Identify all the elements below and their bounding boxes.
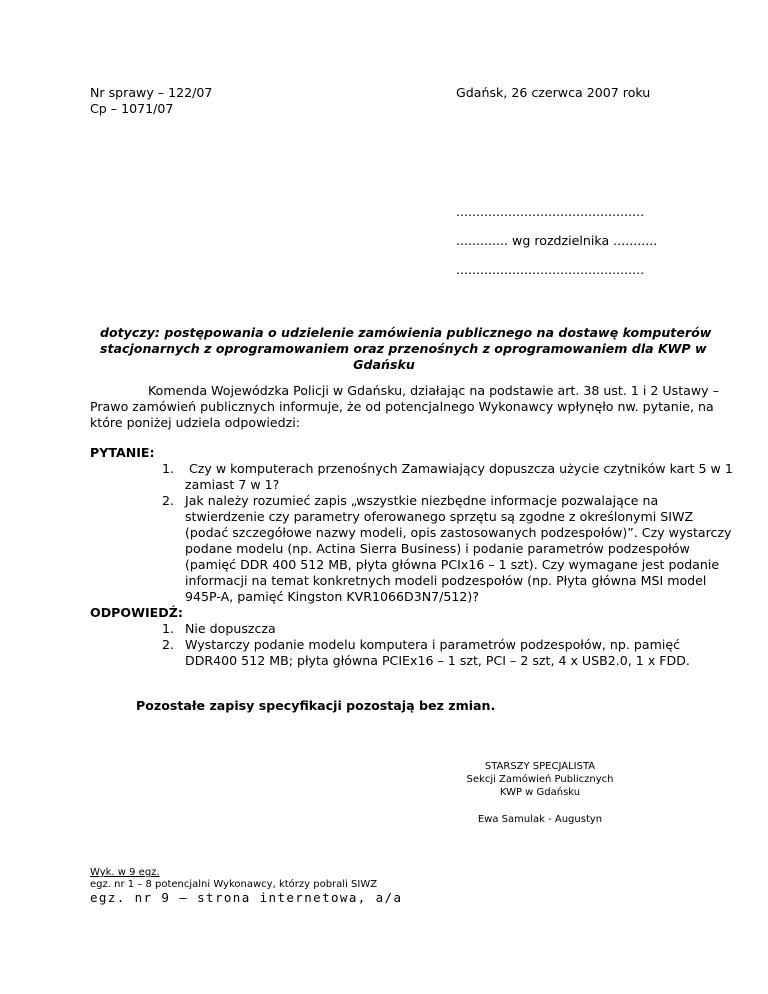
question-item-2-number: 2.: [162, 493, 175, 508]
subject-line-2: stacjonarnych z oprogramowaniem oraz przenośnych z oprogramowaniem dla KWP w: [100, 341, 707, 356]
subject-line-1: dotyczy: postępowania o udzielenie zamówienia publicznego na dostawę komputerów: [100, 325, 712, 340]
distribution-line-1: egz. nr 1 – 8 potencjalni Wykonawcy, którzy pobrali SIWZ: [90, 879, 378, 890]
question-item-2-line: podane modelu (np. Actina Sierra Business) i podanie parametrów podzespołów: [185, 541, 690, 556]
question-item-2-line: informacji na temat konkretnych modeli podzespołów (np. Płyta główna MSI model: [185, 573, 707, 588]
answer-item-2-line: Wystarczy podanie modelu komputera i parametrów podzespołów, np. pamięć: [185, 637, 681, 652]
closing-note: Pozostałe zapisy specyfikacji pozostają bez zmian.: [136, 698, 496, 713]
recipient-line-1: ...............................................: [456, 204, 645, 219]
signature-block: [440, 760, 640, 826]
recipient-line-2: ............. wg rozdzielnika ...........: [456, 233, 658, 248]
question-item-1-line: Czy w komputerach przenośnych Zamawiający dopuszcza użycie czytników kart 5 w 1: [189, 461, 733, 476]
intro-line-3: które poniżej udziela odpowiedzi:: [90, 415, 300, 430]
place-date: Gdańsk, 26 czerwca 2007 roku: [456, 85, 651, 100]
question-item-2-line: stwierdzenie czy parametry oferowanego sprzętu są zgodne z określonymi SIWZ: [185, 509, 694, 524]
signature-title: STARSZY SPECJALISTA: [484, 761, 596, 772]
question-heading: PYTANIE:: [90, 445, 155, 460]
case-number: Nr sprawy – 122/07: [90, 85, 213, 100]
distribution-line-2: egz. nr 9 – strona internetowa, a/a: [90, 890, 403, 905]
question-item-2-line: (pamięć DDR 400 512 MB, płyta główna PCIx16 – 1 szt). Czy wymagane jest podanie: [185, 557, 720, 572]
subject-line-3: Gdańsku: [353, 357, 415, 372]
answer-item-1-number: 1.: [162, 621, 175, 636]
answer-item-2-number: 2.: [162, 637, 175, 652]
question-item-2-line: Jak należy rozumieć zapis „wszystkie niezbędne informacje pozwalające na: [185, 493, 659, 508]
question-item-2-line: 945P-A, pamięć Kingston KVR1066D3N7/512)?: [185, 589, 480, 604]
intro-line-2: Prawo zamówień publicznych informuje, że od potencjalnego Wykonawcy wpłynęło nw. pytanie, na: [90, 399, 714, 414]
cp-number: Cp – 1071/07: [90, 101, 174, 116]
signature-unit: Sekcji Zamówień Publicznych: [466, 774, 614, 785]
question-item-1-line: zamiast 7 w 1?: [185, 477, 280, 492]
signature-org: KWP w Gdańsku: [499, 787, 581, 798]
answer-item-1-line: Nie dopuszcza: [185, 621, 276, 636]
signature-name: Ewa Samulak - Augustyn: [477, 814, 603, 825]
intro-line-1: Komenda Wojewódzka Policji w Gdańsku, działając na podstawie art. 38 ust. 1 i 2 Ustawy –: [148, 383, 719, 398]
distribution-heading: Wyk. w 9 egz.: [90, 867, 160, 878]
subject: [100, 325, 712, 373]
answer-item-2-line: DDR400 512 MB; płyta główna PCIEx16 – 1 szt, PCI – 2 szt, 4 x USB2.0, 1 x FDD.: [185, 653, 690, 668]
recipient-line-3: ...............................................: [456, 262, 645, 277]
answer-heading: ODPOWIEDŹ:: [90, 605, 183, 620]
question-item-1-number: 1.: [162, 461, 175, 476]
question-item-2-line: (podać szczegółowe nazwy modeli, opis zastosowanych podzespołów)”. Czy wystarczy: [185, 525, 732, 540]
